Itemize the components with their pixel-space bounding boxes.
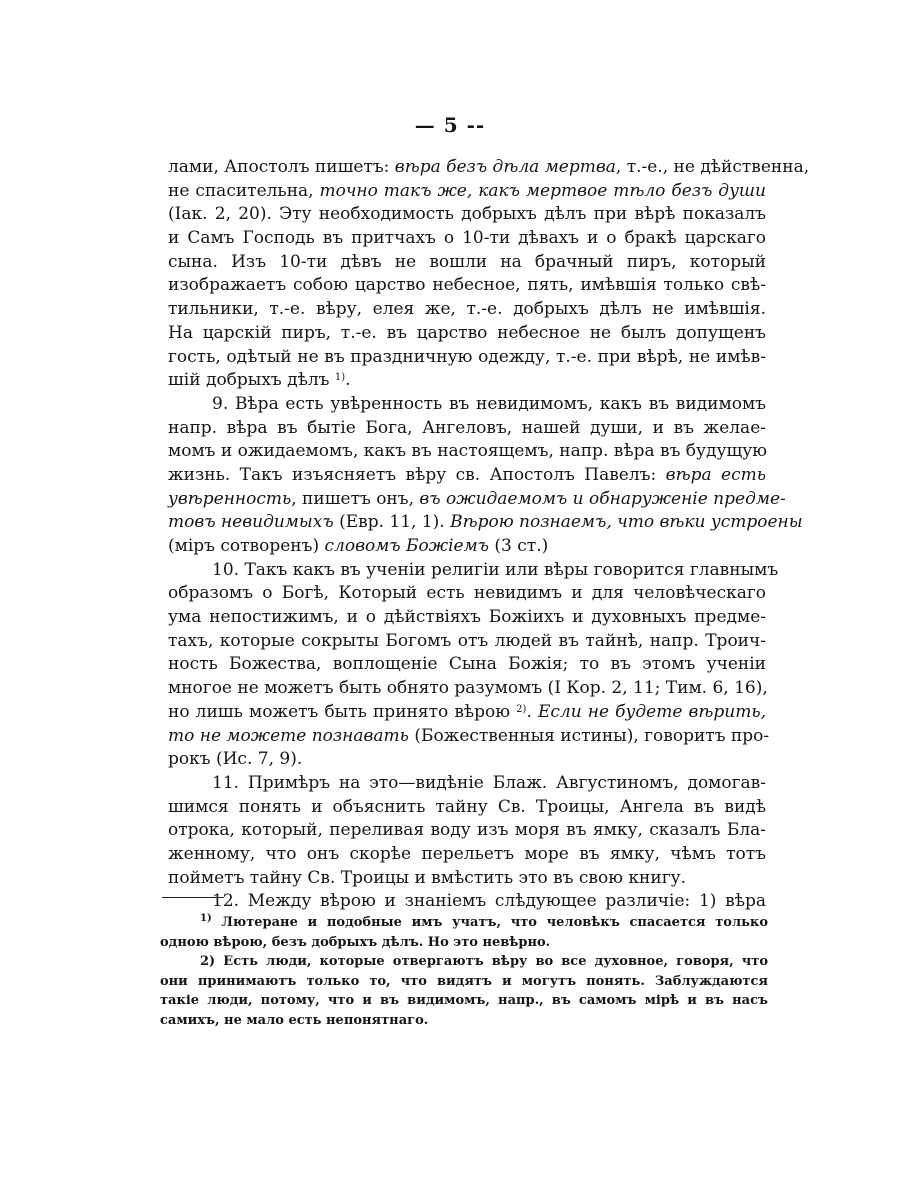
text-line: [168, 653, 766, 677]
text-span: рокъ (Ис. 7, 9).: [168, 749, 303, 770]
text-line: [168, 725, 770, 749]
text-line: [168, 677, 766, 701]
text-span: такіе люди, потому, что и въ видимомъ, напр., въ самомъ мірѣ и въ насъ: [160, 993, 768, 1008]
text-span: и Самъ Господь въ притчахъ о 10-ти дѣвахъ и о бракѣ царскаго: [168, 228, 766, 249]
text-line: [168, 630, 766, 654]
text-span: не спасительна,: [168, 180, 320, 201]
text-span: 9. Вѣра есть увѣренность въ невидимомъ, какъ въ видимомъ: [212, 393, 766, 414]
text-span: момъ и ожидаемомъ, какъ въ настоящемъ, напр. вѣра въ будущую: [168, 441, 768, 462]
text-span: пойметъ тайну Св. Троицы и вмѣстить это въ свою книгу.: [168, 867, 687, 888]
text-line: [168, 203, 766, 227]
text-line: [168, 582, 766, 606]
text-span: сына. Изъ 10-ти дѣвъ не вошли на брачный пиръ, который: [168, 251, 766, 272]
text-span: изображаетъ собою царство небесное, пять, имѣвшія только свѣ-: [168, 275, 766, 296]
text-span: , пишетъ онъ,: [291, 488, 420, 509]
text-line: [168, 772, 766, 796]
italic-text: вѣра есть: [665, 464, 766, 485]
footnote-marker: 2): [516, 703, 527, 715]
text-span: шимся понять и объяснить тайну Св. Троицы, Ангела въ видѣ: [168, 796, 766, 817]
main-text: [168, 156, 810, 914]
footnote-marker: 1): [200, 913, 212, 924]
text-line: [168, 559, 779, 583]
text-span: но лишь можетъ быть принято вѣрою: [168, 701, 517, 722]
text-span: 12. Между вѣрою и знаніемъ слѣдующее различіе: 1) вѣра: [212, 891, 766, 912]
text-line: [168, 748, 766, 772]
footnote-line: [160, 913, 768, 933]
text-span: 10. Такъ какъ въ ученіи религіи или вѣры говорится главнымъ: [212, 559, 779, 580]
footnote-line: [160, 991, 768, 1011]
text-line: [168, 417, 766, 441]
footnote-line: [160, 933, 768, 953]
italic-text: словомъ Божіемъ: [324, 536, 490, 556]
text-line: [168, 464, 766, 488]
text-span: лами, Апостолъ пишетъ:: [168, 157, 395, 177]
text-line: [168, 440, 766, 464]
text-line: [168, 369, 766, 393]
text-line: [168, 606, 766, 630]
footnote-line: [160, 972, 768, 992]
text-span: 11. Примѣръ на это—видѣніе Блаж. Августиномъ, домогав-: [212, 772, 766, 793]
text-span: отрока, который, переливая воду изъ моря въ ямку, сказалъ Бла-: [168, 820, 766, 841]
text-span: самихъ, не мало есть непонятнаго.: [160, 1012, 429, 1028]
text-span: напр. вѣра въ бытіе Бога, Ангеловъ, нашей души, и въ желае-: [168, 417, 766, 438]
italic-text: вѣра безъ дѣла мертва: [394, 157, 616, 177]
text-line: [168, 890, 766, 914]
italic-text: увѣренность: [168, 488, 292, 509]
text-span: ность Божества, воплощеніе Сына Божія; то въ этомъ ученіи: [168, 654, 766, 675]
footnote-line: [160, 952, 768, 972]
text-span: шій добрыхъ дѣлъ: [168, 370, 335, 391]
text-span: , т.-е., не дѣйственна,: [615, 157, 810, 177]
text-span: (3 ст.): [489, 536, 549, 556]
text-line: [168, 511, 803, 535]
text-span: 2) Есть люди, которые отвергаютъ вѣру во все духовное, говоря, что: [200, 954, 768, 969]
text-span: (міръ сотворенъ): [168, 536, 325, 556]
text-span: (Божественныя истины), говоритъ про-: [408, 725, 770, 746]
text-span: образомъ о Богѣ, Который есть невидимъ и для человѣческаго: [168, 583, 766, 604]
text-line: [168, 535, 766, 559]
text-span: (Іак. 2, 20). Эту необходимость добрыхъ дѣлъ при вѣрѣ показалъ: [168, 204, 766, 225]
text-line: [168, 867, 766, 891]
text-span: женному, что онъ скорѣе перельетъ море въ ямку, чѣмъ тотъ: [168, 843, 766, 864]
text-span: одною вѣрою, безъ добрыхъ дѣлъ. Но это невѣрно.: [160, 934, 551, 950]
italic-text: товъ невидимыхъ: [168, 512, 334, 533]
text-span: жизнь. Такъ изъясняетъ вѣру св. Апостолъ Павелъ:: [168, 464, 666, 485]
text-line: [168, 843, 766, 867]
text-span: тахъ, которые сокрыты Богомъ отъ людей въ тайнѣ, напр. Троич-: [168, 630, 766, 651]
italic-text: то не можете познавать: [168, 725, 409, 746]
text-line: [168, 251, 766, 275]
italic-text: въ ожидаемомъ и обнаруженіе предме-: [419, 488, 786, 509]
text-span: .: [345, 370, 351, 391]
text-line: [168, 393, 766, 417]
italic-text: Вѣрою познаемъ, что вѣки устроены: [450, 512, 803, 533]
text-span: многое не можетъ быть обнято разумомъ (I Кор. 2, 11; Тим. 6, 16),: [168, 678, 768, 699]
footnotes: [160, 913, 768, 1030]
footnote-marker: 1): [334, 372, 346, 384]
text-line: [168, 796, 766, 820]
text-span: .: [526, 701, 538, 722]
footnote-divider: [162, 897, 224, 898]
text-line: [168, 180, 766, 204]
footnote-line: [160, 1011, 768, 1031]
text-span: тильники, т.-е. вѣру, елея же, т.-е. добрыхъ дѣлъ не имѣвшія.: [168, 299, 766, 320]
text-line: [168, 322, 766, 346]
italic-text: Если не будете вѣрить,: [537, 701, 766, 722]
text-span: (Евр. 11, 1).: [333, 512, 451, 533]
text-line: [168, 701, 766, 725]
text-span: На царскій пиръ, т.-е. въ царство небесное не былъ допущенъ: [168, 322, 766, 343]
text-span: ума непостижимъ, и о дѣйствіяхъ Божіихъ и духовныхъ предме-: [168, 607, 766, 628]
page-number: — 5 --: [414, 113, 486, 137]
text-line: [168, 346, 766, 370]
text-span: гость, одѣтый не въ праздничную одежду, т.-е. при вѣрѣ, не имѣв-: [168, 346, 766, 367]
text-span: Лютеране и подобные имъ учатъ, что человѣкъ спасается только: [211, 915, 768, 930]
text-line: [168, 488, 786, 512]
text-line: [168, 156, 810, 180]
text-span: они принимаютъ только то, что видятъ и могутъ понять. Заблуждаются: [160, 973, 768, 989]
italic-text: точно такъ же, какъ мертвое тѣло безъ души: [319, 180, 766, 201]
text-line: [168, 274, 766, 298]
text-line: [168, 819, 766, 843]
text-line: [168, 298, 766, 322]
text-line: [168, 227, 766, 251]
